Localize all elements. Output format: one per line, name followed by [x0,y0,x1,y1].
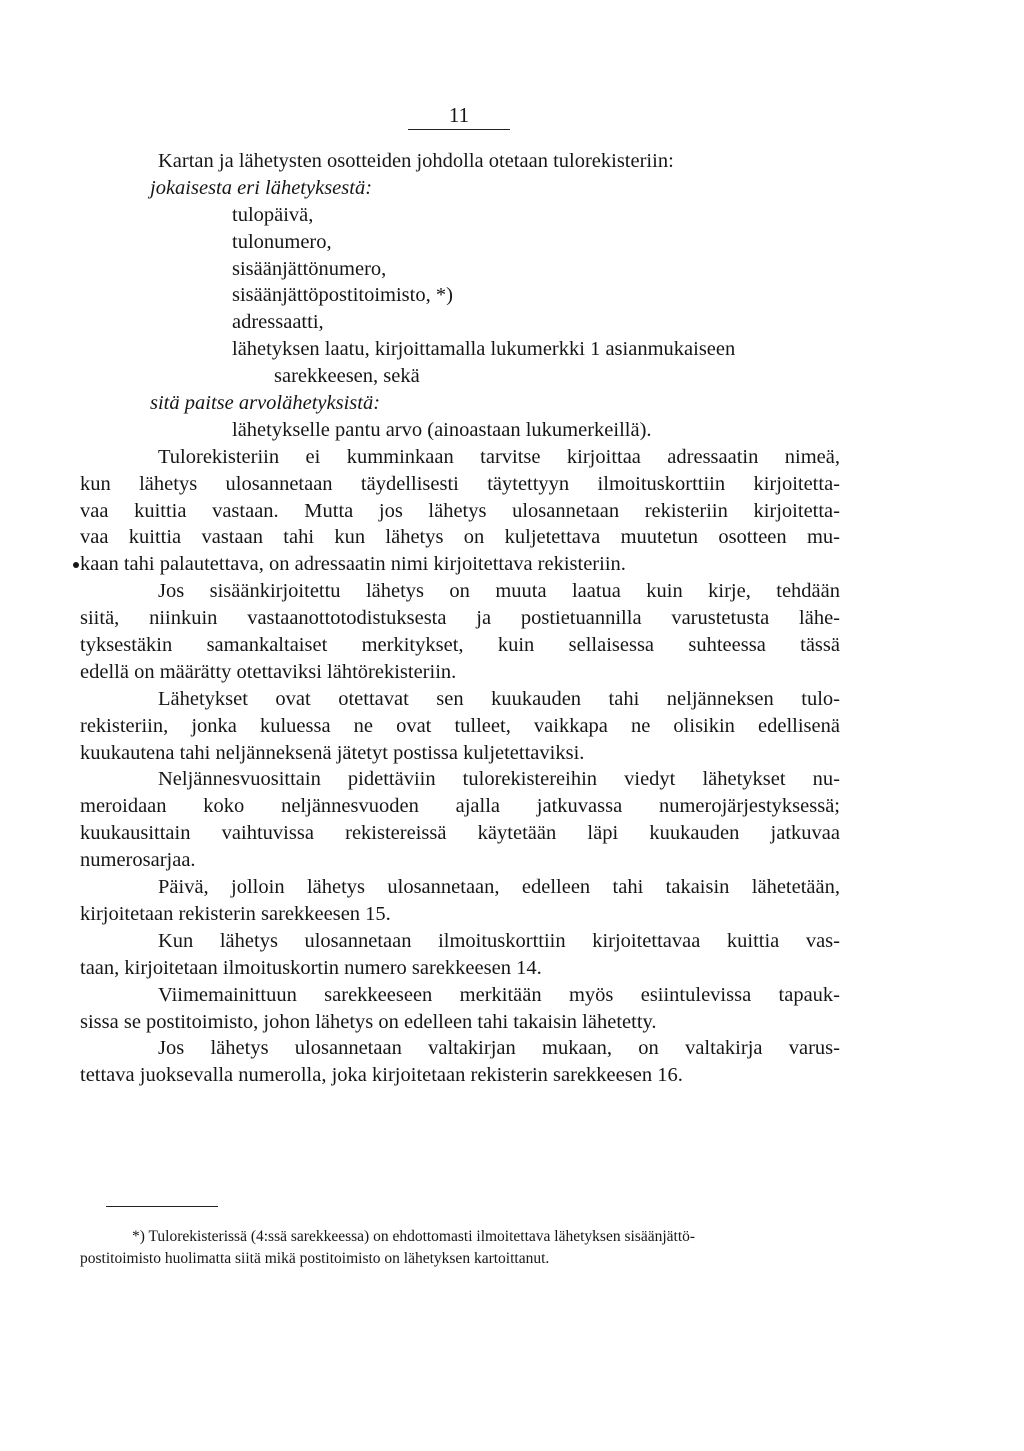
paragraph-line: vaa kuittia vastaan. Mutta jos lähetys ulosannetaan rekisteriin kirjoitetta- [80,499,840,522]
footnote-line: postitoimisto huolimatta siitä mikä postitoimisto on lähetyksen kartoittanut. [80,1250,550,1267]
section-heading-line: sitä paitse arvolähetyksistä: [150,392,381,415]
margin-dot-icon [73,562,79,568]
footnote [80,1226,840,1270]
list-item-continuation: sarekkeesen, sekä [274,365,420,388]
list-item: adressaatti, [232,311,324,334]
paragraph-line: Neljännesvuosittain pidettäviin tulorekistereihin viedyt lähetykset nu- [158,768,840,791]
paragraph-line: edellä on määrätty otettaviksi lähtörekisteriin. [80,660,457,683]
paragraph-line: meroidaan koko neljännesvuoden ajalla jatkuvassa numerojärjestyksessä; [80,795,840,818]
paragraph-line: Päivä, jolloin lähetys ulosannetaan, edelleen tahi takaisin lähetetään, [158,876,840,899]
list-item: sisäänjättöpostitoimisto, *) [232,284,453,307]
paragraph-line: Jos lähetys ulosannetaan valtakirjan mukaan, on valtakirja varus- [158,1037,840,1060]
paragraph-line: numerosarjaa. [80,849,196,872]
paragraph-line: tyksestäkin samankaltaiset merkitykset, kuin sellaisessa suhteessa tässä [80,634,840,657]
paragraph-line: kuukausittain vaihtuvissa rekistereissä käytetään läpi kuukauden jatkuvaa [80,822,840,845]
paragraph-line: Kun lähetys ulosannetaan ilmoituskorttiin kirjoitettavaa kuittia vas- [158,929,840,952]
paragraph-line: kun lähetys ulosannetaan täydellisesti täytettyyn ilmoituskorttiin kirjoitetta- [80,472,840,495]
paragraph-line-text: kaan tahi palautettava, on adressaatin nimi kirjoitettava rekisteriin. [80,553,626,576]
paragraph-line: Lähetykset ovat otettavat sen kuukauden tahi neljänneksen tulo- [158,687,840,710]
paragraph-line: Jos sisäänkirjoitettu lähetys on muuta laatua kuin kirje, tehdään [158,580,840,603]
list-item: sisäänjättönumero, [232,257,387,280]
page-number-rule [408,129,510,130]
paragraph-line: siitä, niinkuin vastaanottotodistuksesta ja postietuannilla varustetusta lähe- [80,607,840,630]
paragraph-line: Tulorekisteriin ei kumminkaan tarvitse kirjoittaa adressaatin nimeä, [158,445,840,468]
page-number: 11 [448,103,470,127]
text-line: Kartan ja lähetysten osotteiden johdolla otetaan tulorekisteriin: [158,150,674,172]
section-heading-line: jokaisesta eri lähetyksestä: [150,176,373,199]
list-item: tulopäivä, [232,203,314,226]
paragraph-line: taan, kirjoitetaan ilmoituskortin numero sarekkeesen 14. [80,956,542,979]
paragraph-line: kuukautena tahi neljänneksenä jätetyt postissa kuljetettaviksi. [80,741,585,764]
footnote-line: *) Tulorekisterissä (4:ssä sarekkeessa) on ehdottomasti ilmoitettava lähetyksen sisäänjättö- [132,1228,696,1245]
paragraph-line: Viimemainittuun sarekkeeseen merkitään myös esiintulevissa tapauk- [158,983,840,1006]
paragraph-line: tettava juoksevalla numerolla, joka kirjoitetaan rekisterin sarekkeesen 16. [80,1064,683,1087]
body-text [80,148,840,1089]
paragraph-line: sissa se postitoimisto, johon lähetys on edelleen tahi takaisin lähetetty. [80,1010,657,1033]
list-item: lähetyksen laatu, kirjoittamalla lukumerkki 1 asianmukaiseen [232,338,736,361]
paragraph-line: kirjoitetaan rekisterin sarekkeesen 15. [80,902,391,925]
paragraph-line: vaa kuittia vastaan tahi kun lähetys on kuljetettava muutetun osotteen mu- [80,526,840,549]
footnote-rule [106,1206,218,1207]
paragraph-line: rekisteriin, jonka kuluessa ne ovat tulleet, vaikkapa ne olisikin edellisenä [80,714,840,737]
paragraph-line [80,551,840,578]
list-item: tulonumero, [232,230,332,253]
list-item: lähetykselle pantu arvo (ainoastaan lukumerkeillä). [232,418,652,441]
